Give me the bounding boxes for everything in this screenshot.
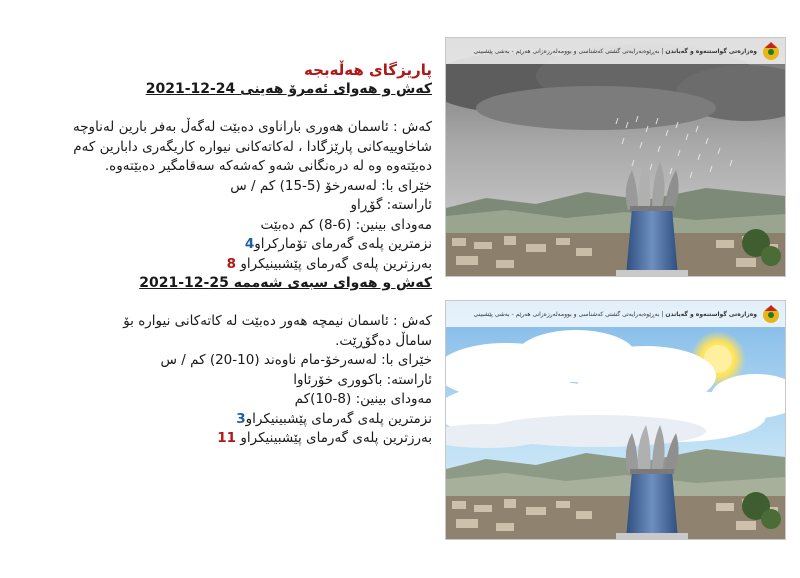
- day2-condition-line-2: ساماڵ دەگۆڕێت.: [335, 332, 432, 349]
- day1-condition-line-3: دەبێتەوە وە لە درەنگانی شەو کەشەکە سەقامگیر دەبێتەوە.: [104, 158, 432, 174]
- rainy-weather-image: [445, 37, 786, 277]
- spacer: [60, 99, 432, 118]
- day1-condition-line-2: شاخاوییەکانی پارێزگادا ، لەکاتەکانی نیوارە کاریگەری دابارین کەم: [73, 138, 432, 155]
- day2-min-temp: [60, 410, 432, 430]
- day2-visibility: مەودای بینین: (8-10)کم: [294, 391, 432, 407]
- day1-max-temp-label: بەرزترین پلەی گەرمای پێشبینیکراو: [240, 255, 432, 272]
- day2-min-temp-label: نزمترین پلەی گەرمای پێشبینیکراو: [245, 410, 432, 427]
- day1-title: کەش و هەوای ئەمرۆ هەینی 24-12-2021: [145, 81, 432, 97]
- day1-direction: ئاراستە: گۆڕاو: [350, 197, 432, 213]
- day1-min-temp-label: نزمترین پلەی گەرمای تۆمارکراو: [254, 236, 432, 252]
- ministry-name: وەزارەتی گواستنەوە و گەیاندن: [665, 47, 757, 55]
- forecast-text: [60, 60, 432, 449]
- kurdistan-emblem-icon: [761, 303, 781, 325]
- day1-visibility: مەودای بینین: (6-8) کم دەبێت: [260, 216, 432, 233]
- day2-min-temp-value: 3: [236, 410, 246, 427]
- day1-min-temp: [60, 235, 432, 255]
- day2-condition-line-1: کەش : ئاسمان نیمچە هەور دەبێت لە کاتەکانی نیوارە بۆ: [123, 313, 432, 329]
- rainy-scene: [446, 38, 785, 276]
- day2-max-temp: [60, 429, 432, 449]
- directorate-name: بەڕێوەبەرایەتی گشتی کەشناسی و بوومەلەرزەزانی هەرێم - بەشی پێشبینی: [473, 47, 660, 55]
- partly-cloudy-scene: [446, 301, 785, 539]
- ministry-name: وەزارەتی گواستنەوە و گەیاندن: [665, 310, 757, 318]
- day1-min-temp-value: 4: [244, 236, 255, 252]
- kurdistan-emblem-icon: [761, 40, 781, 62]
- ministry-banner: وەزارەتی گواستنەوە و گەیاندن | بەڕێوەبەرایەتی گشتی کەشناسی و بوومەلەرزەزانی هەرێم - بەشی پێشبینی: [446, 38, 785, 64]
- day2-direction: ئاراستە: باکووری خۆرئاوا: [293, 371, 432, 388]
- day1-condition-line-1: کەش : ئاسمان هەوری باراناوی دەبێت لەگەڵ بەفر بارین لەناوچە: [72, 119, 432, 135]
- ministry-banner: وەزارەتی گواستنەوە و گەیاندن | بەڕێوەبەرایەتی گشتی کەشناسی و بوومەلەرزەزانی هەرێم - بەشی پێشبینی: [446, 301, 785, 327]
- day2-max-temp-value: 11: [217, 430, 237, 446]
- day1-max-temp: [60, 255, 432, 275]
- day2-title: کەش و هەوای سبەی شەممە 25-12-2021: [139, 275, 432, 291]
- province-title: پاریزگای هەڵەبجە: [304, 61, 432, 79]
- day2-max-temp-label: بەرزترین پلەی گەرمای پێشبینیکراو: [240, 430, 432, 446]
- partly-cloudy-weather-image: [445, 300, 786, 540]
- day1-max-temp-value: 8: [226, 255, 237, 272]
- day1-wind: خێرای با: لەسەرخۆ (5-15) کم / س: [230, 177, 432, 194]
- directorate-name: بەڕێوەبەرایەتی گشتی کەشناسی و بوومەلەرزەزانی هەرێم - بەشی پێشبینی: [473, 310, 660, 318]
- spacer: [60, 293, 432, 312]
- day2-wind: خێرای با: لەسەرخۆ-مام ناوەند (10-20) کم / س: [160, 352, 432, 368]
